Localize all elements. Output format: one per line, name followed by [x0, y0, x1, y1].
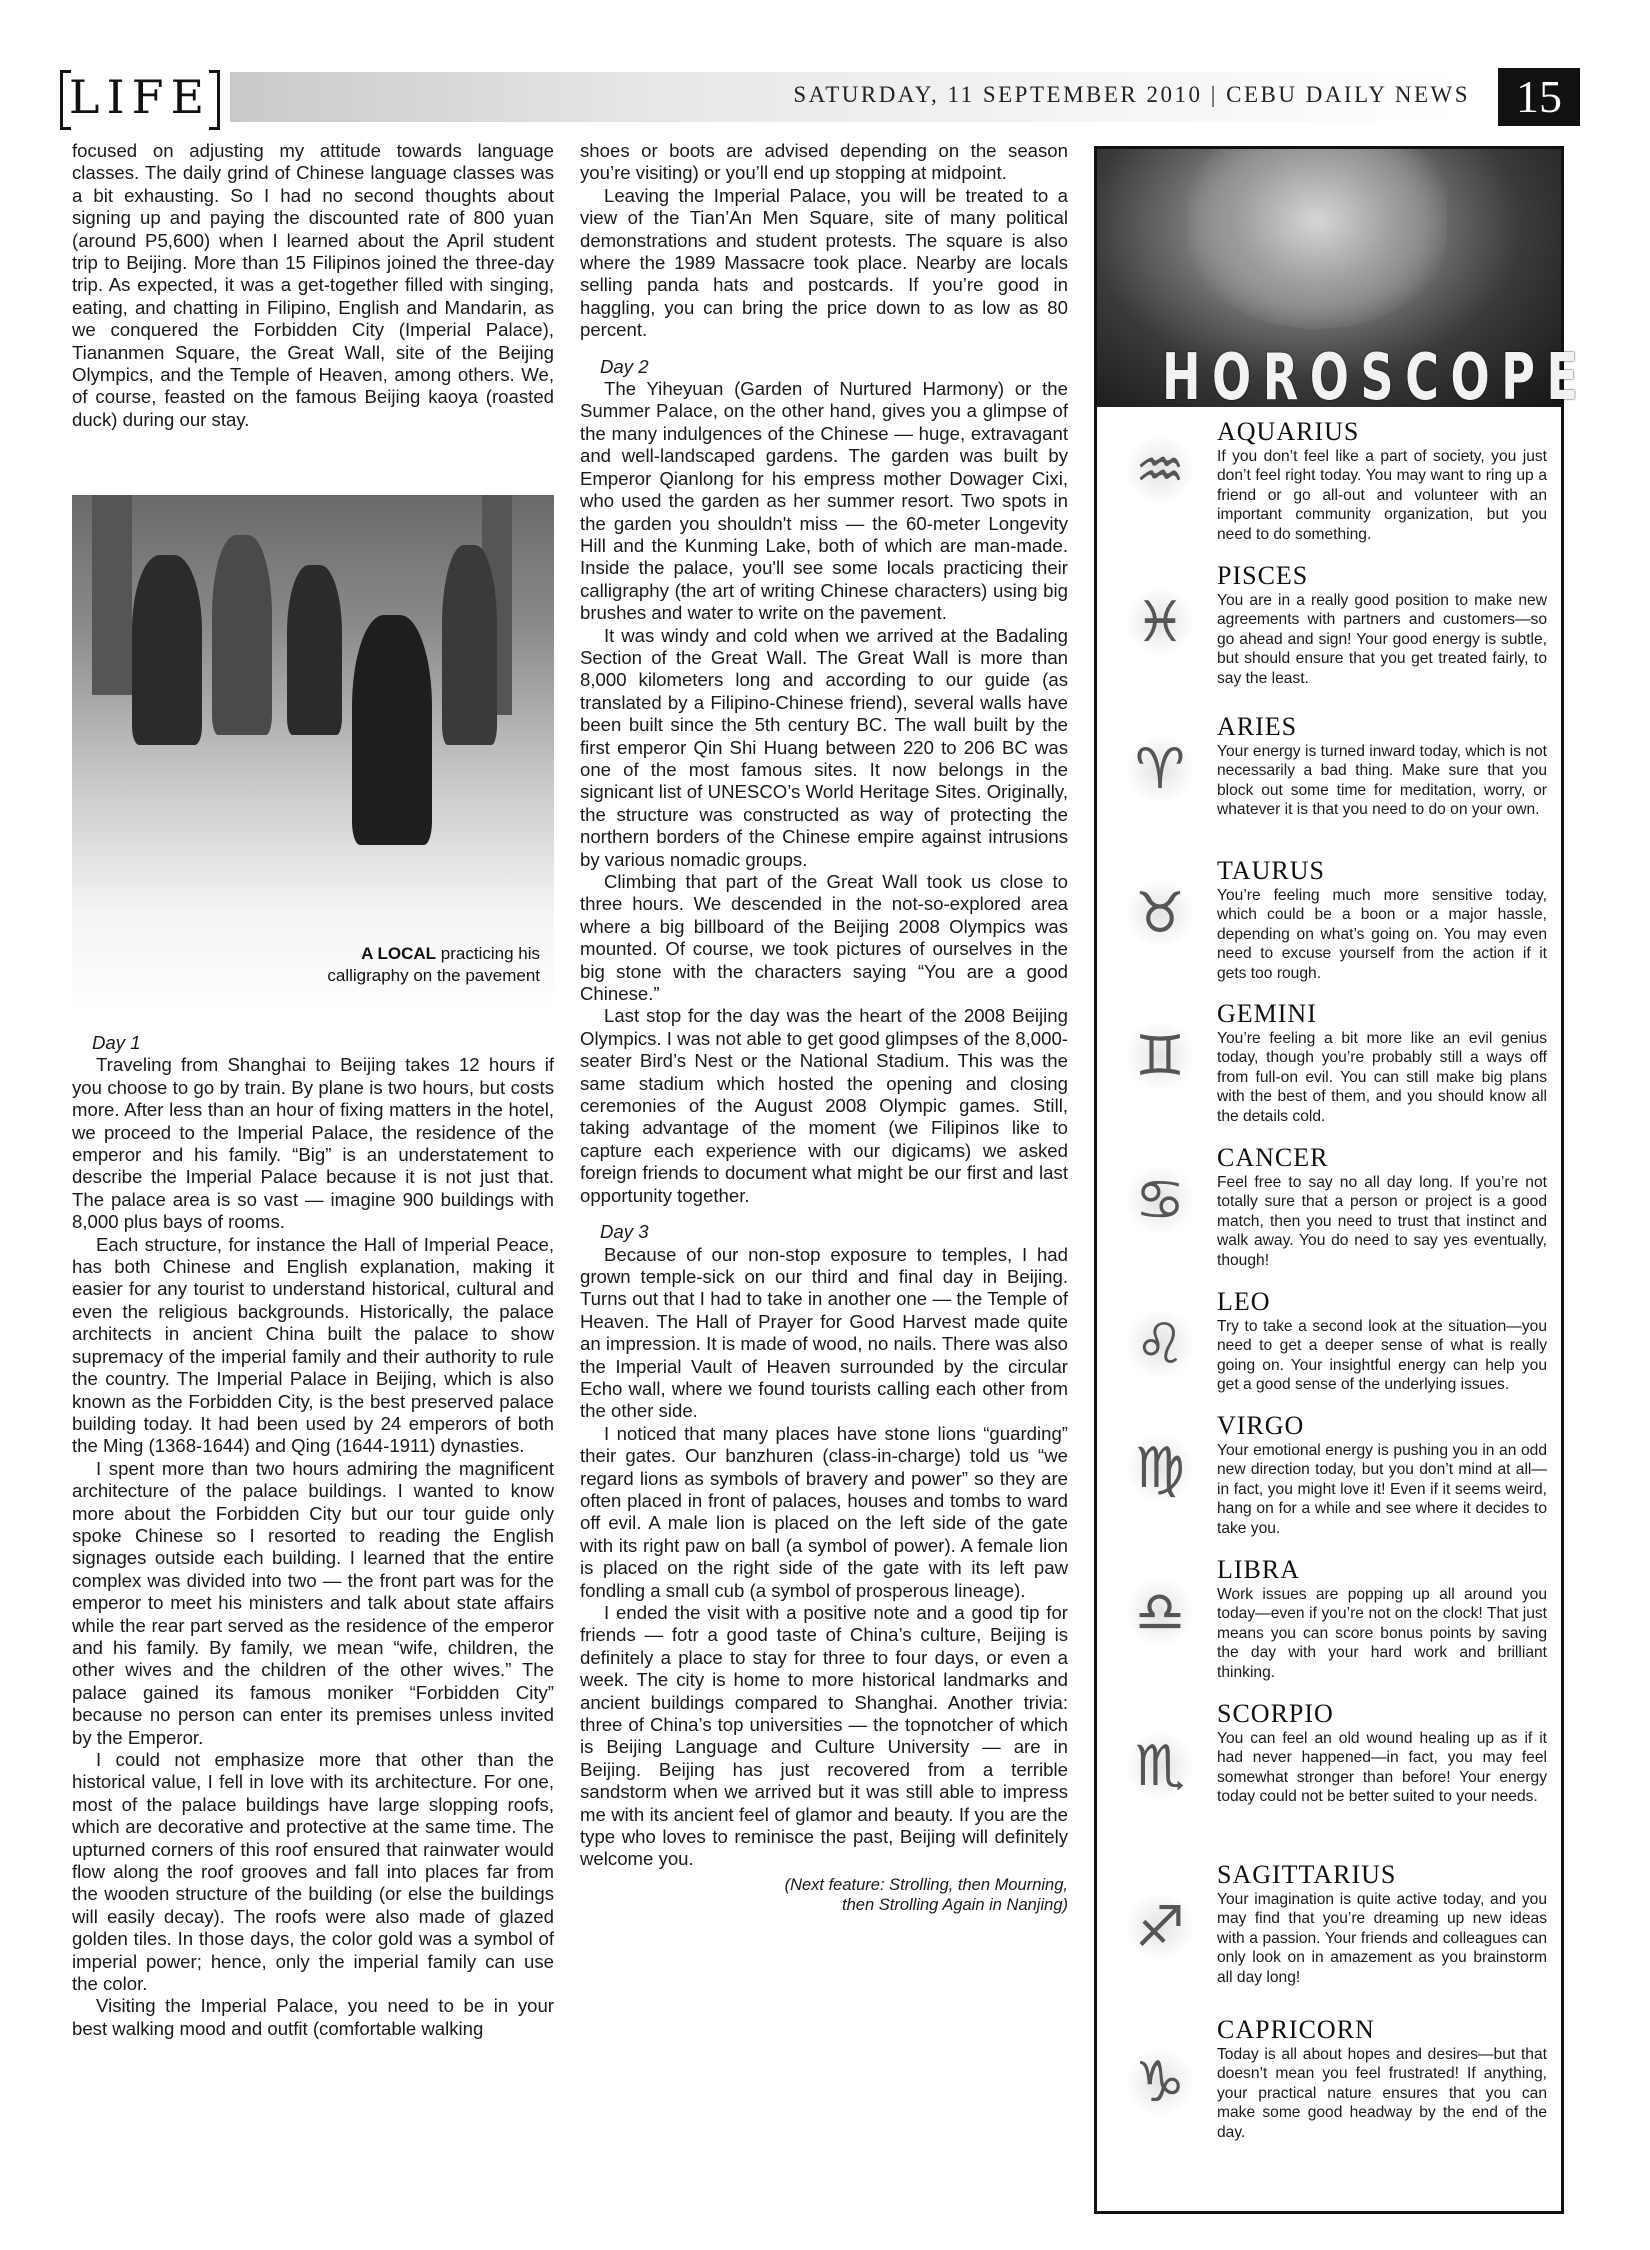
article-paragraph: Visiting the Imperial Palace, you need to be in your best walking mood and outfit (comfortable walking [72, 1995, 554, 2039]
article-intro: focused on adjusting my attitude towards language classes. The daily grind of Chinese language classes was a bit exhausting. So I had no second thoughts about signing up and paying the discounted rate of 800 yuan (around P5,600) when I learned about the April student trip to Beijing. More than 15 Filipinos joined the three-day trip. As expected, it was a get-together filled with singing, eating, and chatting in Filipino, English and Mandarin, as we conquered the Forbidden City (Imperial Palace), Tiananmen Square, the Great Wall, site of the Beijing Olympics, and the Temple of Heaven, among others. We, of course, feasted on the famous Beijing kaoya (roasted duck) during our stay. [72, 140, 554, 430]
article-column-1-top [72, 140, 554, 431]
article-paragraph: Climbing that part of the Great Wall took us close to three hours. We descended in the not-so-explored area where a big billboard of the Beijing 2008 Olympics was mounted. Of course, we took pictures of ourselves in the big stone with the characters saying “You are a good Chinese.” [580, 871, 1068, 1005]
sign-name: CAPRICORN [1217, 2015, 1375, 2044]
page-number: 15 [1498, 68, 1580, 126]
libra-icon: ♎ [1134, 1579, 1186, 1645]
sign-text: You are in a really good position to make new agreements with partners and customers—so go ahead and sign! Your good energy is subtle, but should ensure that you get treated fairly, to say the least. [1217, 592, 1547, 687]
sign-name: TAURUS [1217, 856, 1325, 885]
article-paragraph: Each structure, for instance the Hall of Imperial Peace, has both Chinese and English explanation, making it easier for any tourist to understand historical, cultural and even the religious backgrounds. Historically, the palace architects in ancient China built the palace to show supremacy of the imperial family and their authority to rule the country. The Imperial Palace in Beijing, which is also known as the Forbidden City, is the best preserved palace building today. It had been used by 24 emperors of both the Ming (1368-1644) and Qing (1644-1911) dynasties. [72, 1233, 554, 1457]
sign-name: LIBRA [1217, 1555, 1300, 1584]
article-paragraph: Leaving the Imperial Palace, you will be treated to a view of the Tian’An Men Square, site of many political demonstrations and student protests. The square is also where the 1989 Massacre took place. Nearby are locals selling panda hats and postcards. If you’re good in haggling, you can bring the price down to as low as 80 percent. [580, 184, 1068, 341]
photo-person-calligrapher [352, 615, 432, 845]
next-feature-note: (Next feature: Strolling, then Mourning, then Strolling Again in Nanjing) [784, 1875, 1068, 1914]
article-paragraph: Because of our non-stop exposure to temples, I had grown temple-sick on our third and final day in Beijing. Turns out that I had to take in another one — the Temple of Heaven. The Hall of Prayer for Good Harvest made quite an impression. It is made of wood, no nails. There was also the Imperial Vault of Heaven surrounded by the circular Echo wall, where we found tourists calling each other from the other side. [580, 1243, 1068, 1422]
sign-name: ARIES [1217, 712, 1298, 741]
sign-text: You’re feeling a bit more like an evil genius today, though you’re probably still a ways off from full-on evil. You can still make big plans with the best of them, and you should know all the details cold. [1217, 1030, 1547, 1125]
article-column-1-bottom [72, 1022, 554, 2040]
day1-heading: Day 1 [92, 1032, 141, 1053]
aries-icon: ♈ [1134, 736, 1186, 802]
sign-text: Your energy is turned inward today, which is not necessarily a bad thing. Make sure that you block out some time for meditation, worry, or whatever it is that you need to do on your own. [1217, 743, 1547, 819]
gemini-icon: ♊ [1134, 1023, 1186, 1089]
article-paragraph: I spent more than two hours admiring the magnificent architecture of the palace buildings. I wanted to know more about the Forbidden City but our tour guide only spoke Chinese so I resorted to reading the English signages outside each building. I learned that the entire complex was divided into two — the front part was for the emperor to meet his ministers and talk about state affairs while the rear part served as the residence of the emperor and his family. By family, we mean “wife, children, the other wives and the children of the other wives.” The palace gained its famous moniker “Forbidden City” because no person can enter its premises unless invited by the Emperor. [72, 1457, 554, 1748]
photo-person [132, 555, 202, 745]
day2-heading: Day 2 [600, 355, 649, 377]
photo-person [442, 545, 497, 745]
sign-name: SCORPIO [1217, 1699, 1334, 1728]
article-paragraph: I noticed that many places have stone lions “guarding” their gates. Our banzhuren (class-in-charge) told us “we regard lions as symbols of bravery and power” so they are often placed in front of palaces, houses and tombs to ward off evil. A male lion is placed on the left side of the gate with its right paw on ball (a symbol of power). A female lion is placed on the right side of the gate with its left paw fondling a small cub (a symbol of prosperous lineage). [580, 1422, 1068, 1601]
article-photo [72, 495, 554, 1015]
article-paragraph: I ended the visit with a positive note and a good tip for friends — fotr a good taste of China’s culture, Beijing is definitely a place to stay for three to four days, or even a week. The city is home to more historical landmarks and ancient buildings compared to Shanghai. Another trivia: three of China’s top universities — the topnotcher of which is Beijing Language and Culture University — are in Beijing. Beijing has just recovered from a terrible sandstorm when we arrived but it was still able to impress me with its ancient feel of glamor and beauty. If you are the type who loves to reminisce the past, Beijing will definitely welcome you. [580, 1602, 1068, 1870]
sign-text: Feel free to say no all day long. If you’re not totally sure that a person or project is a good match, then you need to trust that instinct and walk away. You do need to say yes eventually, though! [1217, 1174, 1547, 1269]
article-paragraph: Last stop for the day was the heart of the 2008 Beijing Olympics. I was not able to get good glimpses of the 8,000-seater Bird’s Nest or the National Stadium. This was the same stadium which hosted the opening and closing ceremonies of the August 2008 Olympic games. Still, taking advantage of the moment (we Filipinos like to capture each experience with our digicams) we asked foreign friends to document what might be our first and last opportunity together. [580, 1005, 1068, 1206]
article-paragraph: Traveling from Shanghai to Beijing takes 12 hours if you choose to go by train. By plane is two hours, but costs more. After less than an hour of fixing matters in the hotel, we proceed to the Imperial Palace, the residence of the emperor and his family. “Big” is an understatement to describe the Imperial Palace because it is not just that. The palace area is so vast — imagine 900 buildings with 8,000 plus bays of rooms. [72, 1054, 554, 1233]
sign-text: Your emotional energy is pushing you in an odd new direction today, but you don’t mind at all—in fact, you might love it! Even if it seems weird, hang on for a while and see where it decides to take you. [1217, 1442, 1547, 1537]
horoscope-title: HOROSCOPE [1161, 341, 1590, 415]
sign-text: Your imagination is quite active today, and you may find that you’re dreaming up new ideas with a passion. Your friends and colleagues can only look on in amazement as you brainstorm all day long! [1217, 1891, 1547, 1986]
photo-tree [92, 495, 132, 695]
taurus-icon: ♉ [1134, 880, 1186, 946]
sign-name: SAGITTARIUS [1217, 1860, 1397, 1889]
article-paragraph: The Yiheyuan (Garden of Nurtured Harmony) or the Summer Palace, on the other hand, gives you a glimpse of the many indulgences of the Chinese — huge, extravagant and well-landscaped gardens. The garden was built by Emperor Qianlong for his empress mother Dowager Cixi, who used the garden as her summer resort. Two spots in the garden you shouldn't miss — the 60-meter Longevity Hill and the Kunming Lake, both of which are man-made. Inside the palace, you'll see some locals practicing their calligraphy (the art of writing Chinese characters) using big brushes and water to write on the pavement. [580, 378, 1068, 624]
sign-text: You can feel an old wound healing up as if it had never happened—in fact, you may feel somewhat stronger than before! Your energy today could not be better suited to your needs. [1217, 1730, 1547, 1806]
article-paragraph: I could not emphasize more that other than the historical value, I fell in love with its architecture. For one, most of the palace buildings have large slopping roofs, which are decorative and protective at the same time. The upturned corners of this roof ensured that rainwater would flow along the roof grooves and fall into places far from the wooden structure of the building (or else the buildings will easily decay). The roofs were also made of glazed golden tiles. In those days, the color gold was a symbol of imperial power; hence, only the imperial family can use the color. [72, 1749, 554, 1995]
photo-person [287, 565, 342, 735]
sign-name: PISCES [1217, 561, 1309, 590]
dateline: SATURDAY, 11 SEPTEMBER 2010 | CEBU DAILY NEWS [793, 82, 1470, 107]
sign-text: Work issues are popping up all around you today—even if you’re not on the clock! That just means you can score bonus points by saving the day with your hard work and brilliant thinking. [1217, 1586, 1547, 1681]
pisces-icon: ♓ [1134, 589, 1186, 655]
horoscope-box [1094, 146, 1590, 2214]
capricorn-icon: ♑ [1134, 2049, 1186, 2115]
sign-name: LEO [1217, 1287, 1271, 1316]
page-header [60, 68, 1580, 126]
article-paragraph: shoes or boots are advised depending on the season you’re visiting) or you’ll end up stopping at midpoint. [580, 140, 1068, 184]
sign-text: If you don’t feel like a part of society, you just don’t feel right today. You may want to ring up a friend or go all-out and volunteer with an important community organization, but you need to do something. [1217, 448, 1547, 543]
sign-name: GEMINI [1217, 999, 1317, 1028]
cancer-icon: ♋ [1134, 1167, 1186, 1233]
sign-name: CANCER [1217, 1143, 1329, 1172]
photo-caption: A LOCAL practicing his calligraphy on the pavement [327, 944, 540, 985]
article-paragraph: It was windy and cold when we arrived at the Badaling Section of the Great Wall. The Great Wall is more than 8,000 kilometers long and according to our guide (as translated by a Filipino-Chinese friend), several walls have been built since the 5th century BC. The wall built by the first emperor Qin Shi Huang between 220 to 206 BC was one of the most famous sites. It now belongs in the signicant list of UNESCO’s World Heritage Sites. Originally, the structure was constructed as way of protecting the northern borders of the Chinese empire against intrusions by various nomadic groups. [580, 624, 1068, 870]
banner-face-image [1187, 149, 1447, 329]
sign-name: AQUARIUS [1217, 417, 1360, 446]
virgo-icon: ♍ [1134, 1435, 1186, 1501]
sagittarius-icon: ♐ [1134, 1894, 1186, 1960]
article-column-2 [580, 140, 1068, 1915]
leo-icon: ♌ [1134, 1311, 1186, 1377]
scorpio-icon: ♏ [1134, 1733, 1186, 1799]
sign-name: VIRGO [1217, 1411, 1305, 1440]
sign-text: Today is all about hopes and desires—but that doesn’t mean you feel frustrated! If anything, your practical nature ensures that you can make some good headway by the end of the day. [1217, 2046, 1547, 2141]
horoscope-banner [1097, 149, 1590, 415]
photo-person [212, 535, 272, 735]
aquarius-icon: ♒ [1134, 437, 1186, 503]
day3-heading: Day 3 [600, 1221, 649, 1243]
section-label: LIFE [60, 68, 220, 126]
sign-text: Try to take a second look at the situation—you need to get a deeper sense of what is really going on. Your insightful energy can help you get a good sense of the underlying issues. [1217, 1318, 1547, 1394]
sign-text: You’re feeling much more sensitive today, which could be a boon or a major hassle, depending on what’s going on. You may even need to excuse yourself from the action if it gets too rough. [1217, 887, 1547, 982]
